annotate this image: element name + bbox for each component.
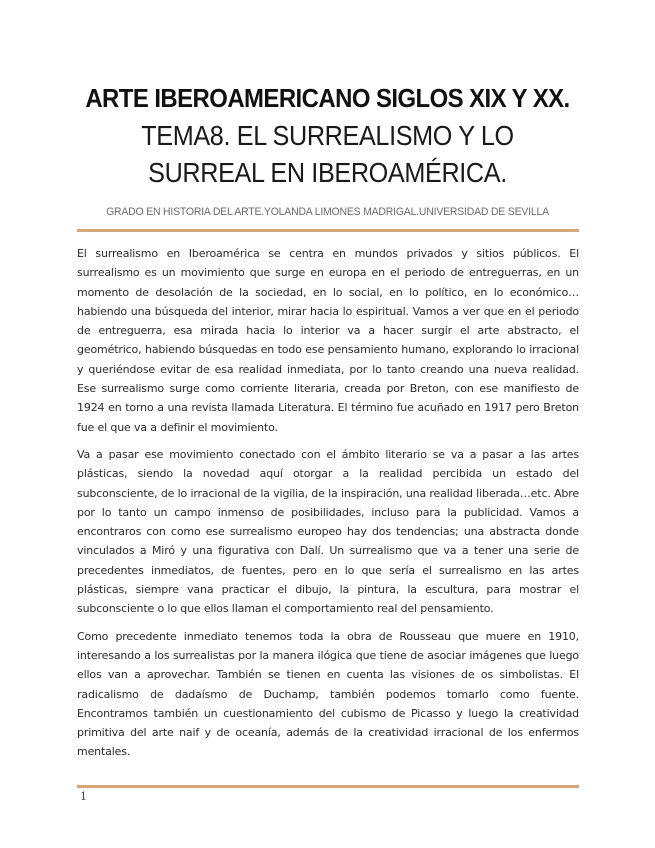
paragraph-2: Va a pasar ese movimiento conectado con el ámbito literario se va a pasar a las artes plásticas, siendo la novedad aquí otorgar a la realidad percibida un estado del subconsciente, de lo irracional de la vigilia, de la inspiración, una realidad liberada…etc. Abre por lo tanto un campo inmenso de posibilidades, incluso para la publicidad. Vamos a encontraros con como ese surrealismo europeo hay dos tendencias; una abstracta donde vinculados a Miró y una figurativa con Dalí. Un surrealismo que va a tener una serie de precedentes inmediatos, de fuentes, pero en lo que sería el surrealismo en las artes plásticas, siempre vana practicar el dibujo, la pintura, la escultura, para mostrar el subconsciente o lo que ellos llaman el comportamiento real del pensamiento. — [77, 447, 580, 616]
document-body — [77, 244, 579, 770]
document-subtitle: TEMA8. EL SURREALISMO Y LO SURREAL EN IBEROAMÉRICA. — [141, 120, 514, 188]
document-title: ARTE IBEROAMERICANO SIGLOS XIX Y XX. — [85, 83, 570, 113]
document-byline: GRADO EN HISTORIA DEL ARTE.YOLANDA LIMONES MADRIGAL.UNIVERSIDAD DE SEVILLA — [106, 206, 549, 218]
header-divider — [77, 229, 579, 232]
page-number: 1 — [80, 790, 87, 803]
paragraph-1: El surrealismo en Iberoamérica se centra en mundos privados y sitios públicos. El surrealismo es un movimiento que surge en europa en el periodo de entreguerras, en un momento de desolación de la sociedad, en lo social, en lo político, en lo económico… habiendo una búsqueda del interior, mirar hacia lo espiritual. Vamos a ver que en el periodo de entreguerra, esa mirada hacia lo interior va a hacer surgir el arte abstracto, el geométrico, habiendo búsquedas en todo ese pensamiento humano, explorando lo irracional y queriéndose evitar de esa realidad inmediata, por lo tanto creando una nueva realidad. Ese surrealismo surge como corriente literaria, creada por Breton, con ese manifiesto de 1924 en torno a una revista llamada Literatura. El término fue acuñado en 1917 pero Breton fue el que va a definir el movimiento. — [77, 247, 579, 434]
footer-divider — [77, 785, 579, 788]
paragraph-3: Como precedente inmediato tenemos toda la obra de Rousseau que muere en 1910, interesando a los surrealistas por la manera ilógica que tiene de asociar imágenes que luego ellos van a aprovechar. También se tienen en cuenta las visiones de os simbolistas. El radicalismo de dadaísmo de Duchamp, también podemos tomarlo como fuente. Encontramos también un cuestionamiento del cubismo de Picasso y luego la creatividad primitiva del arte naif y de oceanía, además de la creatividad irracional de los enfermos mentales. — [77, 629, 579, 759]
